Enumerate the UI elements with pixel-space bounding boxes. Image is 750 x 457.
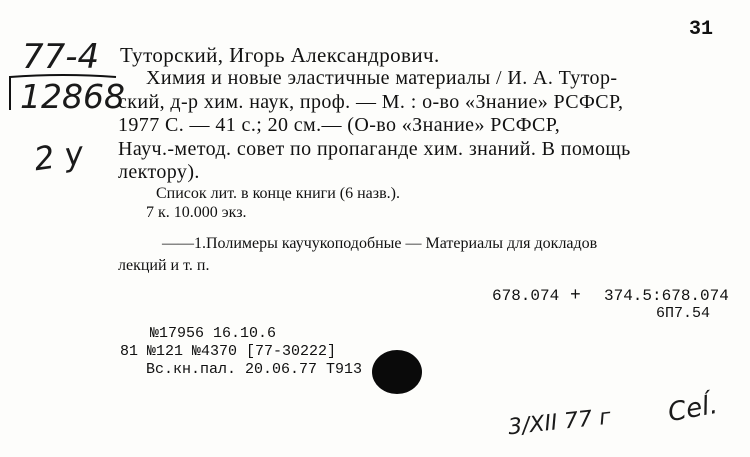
bibliography-note: Список лит. в конце книги (6 назв.). bbox=[156, 185, 400, 202]
price-run-note: 7 к. 10.000 экз. bbox=[146, 204, 247, 221]
description-line-4: Науч.-метод. совет по пропаганде хим. знаний. В помощь bbox=[118, 138, 631, 160]
punch-hole bbox=[372, 350, 422, 394]
registry-line-2: 81 №121 №4370 [77-30222] bbox=[120, 343, 337, 360]
shelf-mark-bracket bbox=[6, 74, 20, 114]
description-line-3: 1977 С. — 41 с.; 20 см.— (О-во «Знание» РСФСР, bbox=[118, 114, 561, 136]
subject-line-1: ——1.Полимеры каучукоподобные — Материалы для докладов bbox=[162, 235, 598, 252]
classification-sub: 6П7.54 bbox=[656, 305, 711, 322]
description-line-2: ский, д-р хим. наук, проф. — М. : о-во «Знание» РСФСР, bbox=[118, 91, 624, 113]
handwritten-initials: Ceĺ. bbox=[665, 389, 720, 429]
description-line-5: лектору). bbox=[118, 161, 200, 183]
registry-line-1: №17956 16.10.6 bbox=[150, 325, 277, 342]
classification-left: 678.074 bbox=[492, 287, 560, 305]
classification-right: 374.5:678.074 bbox=[604, 287, 729, 305]
handwritten-date: 3/XII 77 г bbox=[506, 404, 612, 441]
page-number: 31 bbox=[689, 18, 714, 41]
registry-line-3: Вс.кн.пал. 20.06.77 Т913 bbox=[146, 361, 363, 378]
handwritten-shelf-top: 77-4 bbox=[22, 37, 100, 77]
handwritten-side-note: 2 у bbox=[31, 133, 86, 179]
subject-line-2: лекций и т. п. bbox=[118, 257, 210, 274]
author-heading: Туторский, Игорь Александрович. bbox=[120, 43, 440, 67]
description-line-1: Химия и новые эластичные материалы / И. А. Тутор- bbox=[146, 67, 618, 89]
classification-plus: + bbox=[570, 286, 581, 306]
handwritten-shelf-bottom: 12868 bbox=[20, 77, 125, 116]
